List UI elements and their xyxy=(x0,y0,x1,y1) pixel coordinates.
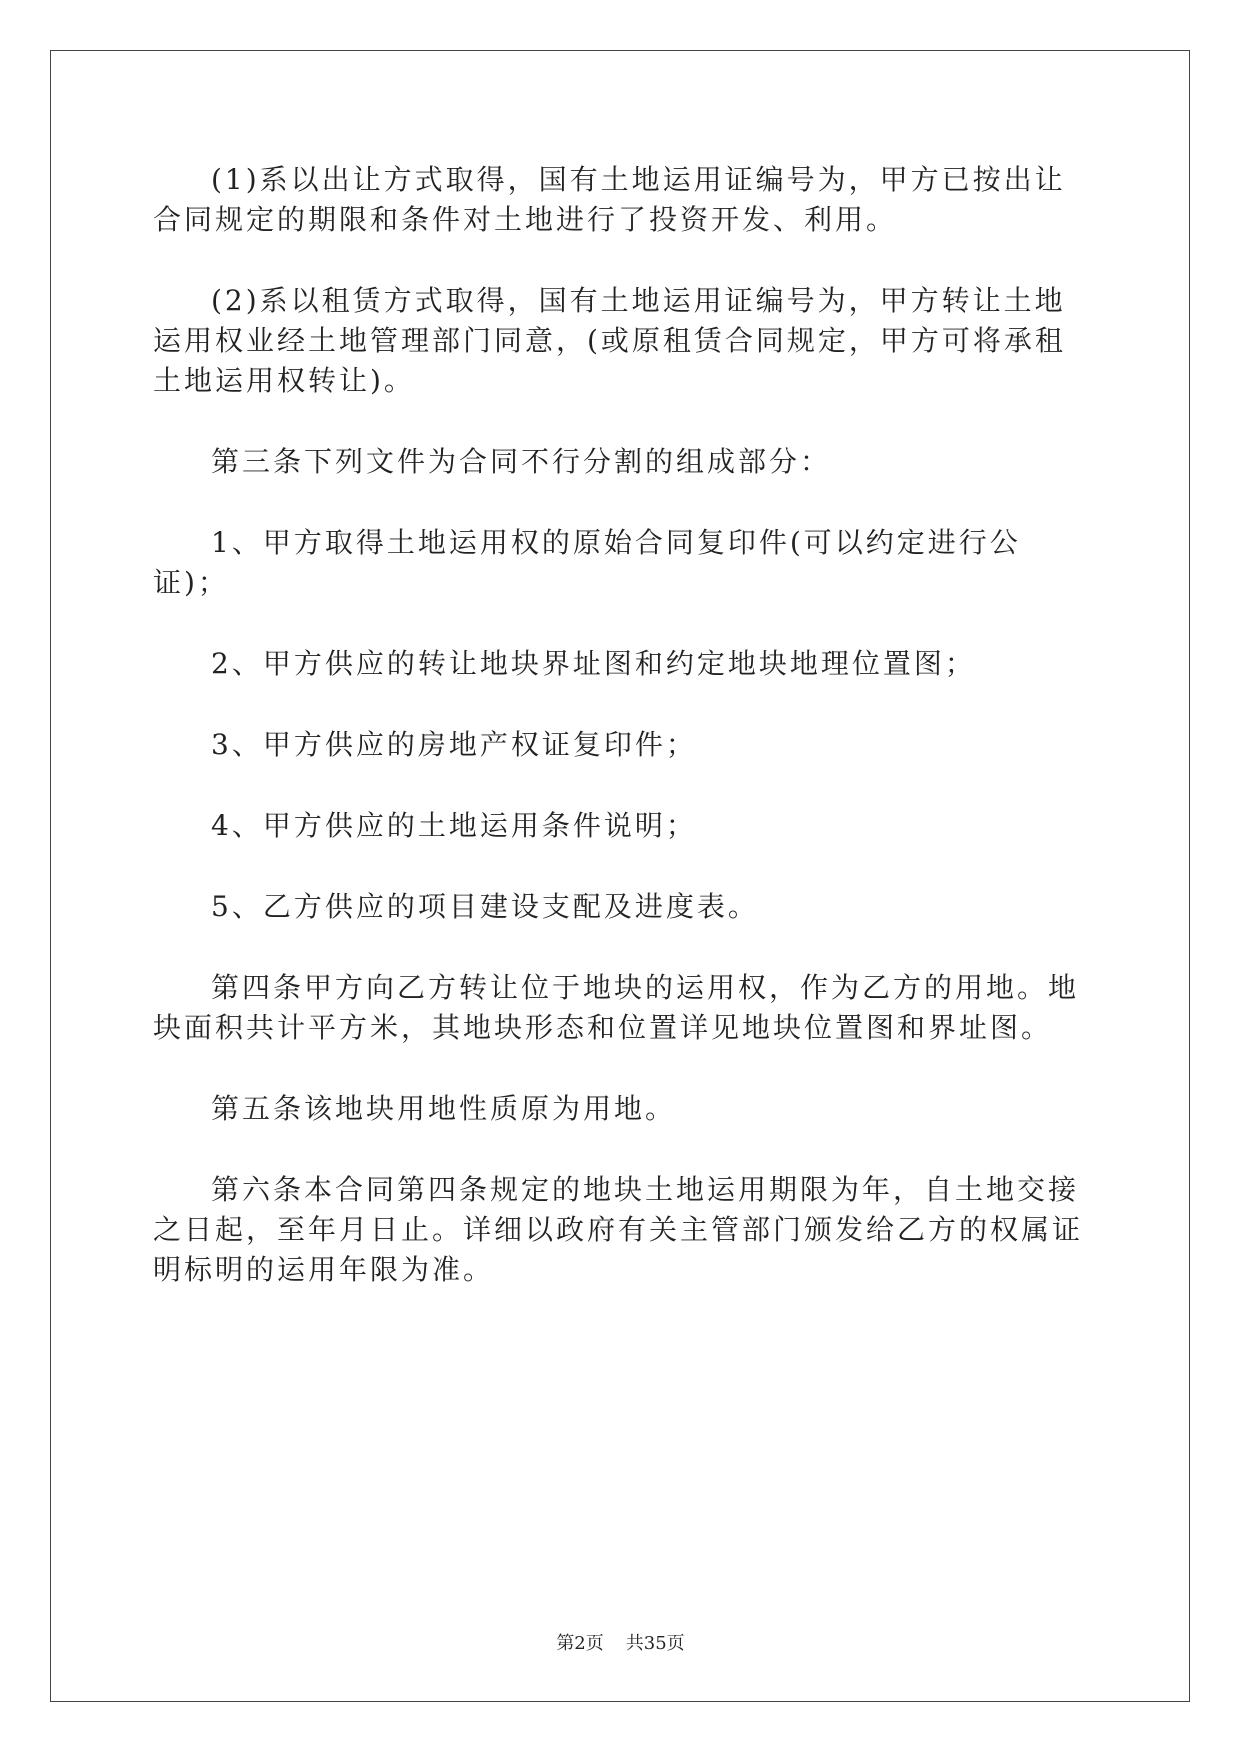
page-number: 第2页 xyxy=(556,1633,604,1654)
paragraph-article-5: 第五条该地块用地性质原为用地。 xyxy=(211,1092,677,1125)
list-item-3: 3、甲方供应的房地产权证复印件； xyxy=(211,728,697,761)
document-body xyxy=(153,160,1091,1331)
paragraph-clause-1: (1)系以出让方式取得，国有土地运用证编号为，甲方已按出让合同规定的期限和条件对土地进行了投资开发、利用。 xyxy=(153,163,1066,236)
list-item-5: 5、乙方供应的项目建设支配及进度表。 xyxy=(211,890,759,923)
list-item-2: 2、甲方供应的转让地块界址图和约定地块地理位置图； xyxy=(211,647,976,680)
paragraph-clause-2: (2)系以租赁方式取得，国有土地运用证编号为，甲方转让土地运用权业经土地管理部门同意，(或原租赁合同规定，甲方可将承租土地运用权转让)。 xyxy=(153,284,1066,397)
paragraph-article-3: 第三条下列文件为合同不行分割的组成部分： xyxy=(211,445,832,478)
paragraph-article-6: 第六条本合同第四条规定的地块土地运用期限为年，自土地交接之日起，至年月日止。详细以政府有关主管部门颁发给乙方的权属证明标明的运用年限为准。 xyxy=(153,1173,1084,1286)
list-item-4: 4、甲方供应的土地运用条件说明； xyxy=(211,809,697,842)
page-footer xyxy=(0,1632,1241,1656)
paragraph-article-4: 第四条甲方向乙方转让位于地块的运用权，作为乙方的用地。地块面积共计平方米，其地块形态和位置详见地块位置图和界址图。 xyxy=(153,971,1080,1044)
list-item-1: 1、甲方取得土地运用权的原始合同复印件(可以约定进行公证)； xyxy=(153,526,1021,599)
page-total: 共35页 xyxy=(625,1633,685,1654)
